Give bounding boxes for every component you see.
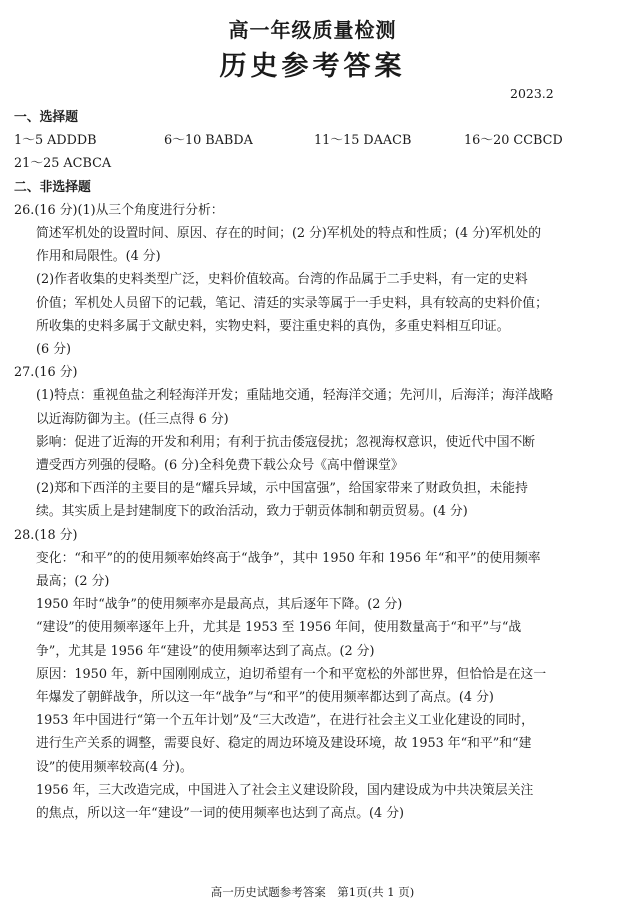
answer-line: 影响：促进了近海的开发和利用；有利于抗击倭寇侵扰；忽视海权意识，使近代中国不断	[36, 434, 536, 450]
answer-line: 设”的使用频率较高(4 分)。	[36, 759, 193, 775]
answer-line: 遭受西方列强的侵略。(6 分)全科免费下载公众号《高中僧课堂》	[36, 458, 404, 474]
answer-line: 续。其实质上是封建制度下的政治活动，致力于朝贡体制和朝贡贸易。(4 分)	[36, 504, 468, 520]
answer-line: 以近海防御为主。(任三点得 6 分)	[36, 411, 229, 427]
choice-answers-row	[14, 152, 612, 175]
choice-answer-group: 16～20 CCBCD	[464, 133, 563, 149]
choice-answer-group: 6～10 BABDA	[164, 133, 253, 149]
answer-line: 27.(16 分)	[14, 365, 78, 381]
answer-line: 26.(16 分)(1)从三个角度进行分析：	[14, 202, 224, 218]
answer-line: 最高；(2 分)	[36, 574, 110, 590]
choice-answers-row	[14, 129, 612, 152]
answer-line: (2)作者收集的史料类型广泛，史料价值较高。台湾的作品属于二手史料，有一定的史料	[36, 272, 528, 288]
choice-answer-group: 11～15 DAACB	[314, 133, 412, 149]
content-body	[14, 106, 612, 825]
document-date: 2023.2	[510, 86, 554, 101]
answer-line: 价值；军机处人员留下的记载，笔记、清廷的实录等属于一手史料，具有较高的史料价值；	[36, 295, 548, 311]
answer-line: “建设”的使用频率逐年上升，尤其是 1953 至 1956 年间，使用数量高于“和平”与“战	[36, 620, 522, 636]
answer-line: 1953 年中国进行“第一个五年计划”及“三大改造”，在进行社会主义工业化建设的同时，	[36, 713, 534, 729]
answer-line: 进行生产关系的调整，需要良好、稳定的周边环境及建设环境，故 1953 年“和平”和“建	[36, 736, 532, 752]
answer-line: 简述军机处的设置时间、原因、存在的时间；(2 分)军机处的特点和性质；(4 分)军机处的	[36, 226, 542, 242]
answer-line: 原因：1950 年，新中国刚刚成立，迫切希望有一个和平宽松的外部世界，但恰恰是在这一	[36, 666, 547, 682]
choice-answer-group: 21～25 ACBCA	[14, 156, 112, 172]
answer-line: 的焦点，所以这一年“建设”一词的使用频率也达到了高点。(4 分)	[36, 806, 404, 822]
document-title: 历史参考答案	[219, 51, 406, 82]
answer-line: (2)郑和下西洋的主要目的是“耀兵异域，示中国富强”，给国家带来了财政负担，未能持	[36, 481, 528, 497]
page-footer: 高一历史试题参考答案 第1页(共 1 页)	[210, 885, 415, 899]
answer-line: 所收集的史料多属于文献史料，实物史料，要注重史料的真伪，多重史料相互印证。	[36, 318, 510, 334]
section-heading-choice: 一、选择题	[14, 110, 78, 125]
section-heading-nonchoice: 二、非选择题	[14, 179, 91, 195]
answer-line: 1956 年，三大改造完成，中国进入了社会主义建设阶段，国内建设成为中共决策层关注	[36, 782, 534, 798]
answer-line: (6 分)	[36, 342, 71, 358]
choice-answer-group: 1～5 ADDDB	[14, 133, 97, 149]
answer-line: 争”，尤其是 1956 年“建设”的使用频率达到了高点。(2 分)	[36, 643, 375, 659]
answer-line: (1)特点：重视鱼盐之利轻海洋开发；重陆地交通，轻海洋交通；先河川，后海洋；海洋战略	[36, 388, 554, 404]
answer-line: 年爆发了朝鲜战争，所以这一年“战争”与“和平”的使用频率都达到了高点。(4 分)	[36, 690, 494, 706]
answer-line: 1950 年时“战争”的使用频率亦是最高点，其后逐年下降。(2 分)	[36, 597, 403, 613]
answer-line: 作用和局限性。(4 分)	[36, 249, 161, 265]
answer-line: 28.(18 分)	[14, 527, 78, 543]
answer-line: 变化：“和平”的的使用频率始终高于“战争”，其中 1950 年和 1956 年“和平”的使用频率	[36, 550, 541, 566]
exam-title: 高一年级质量检测	[228, 18, 397, 42]
